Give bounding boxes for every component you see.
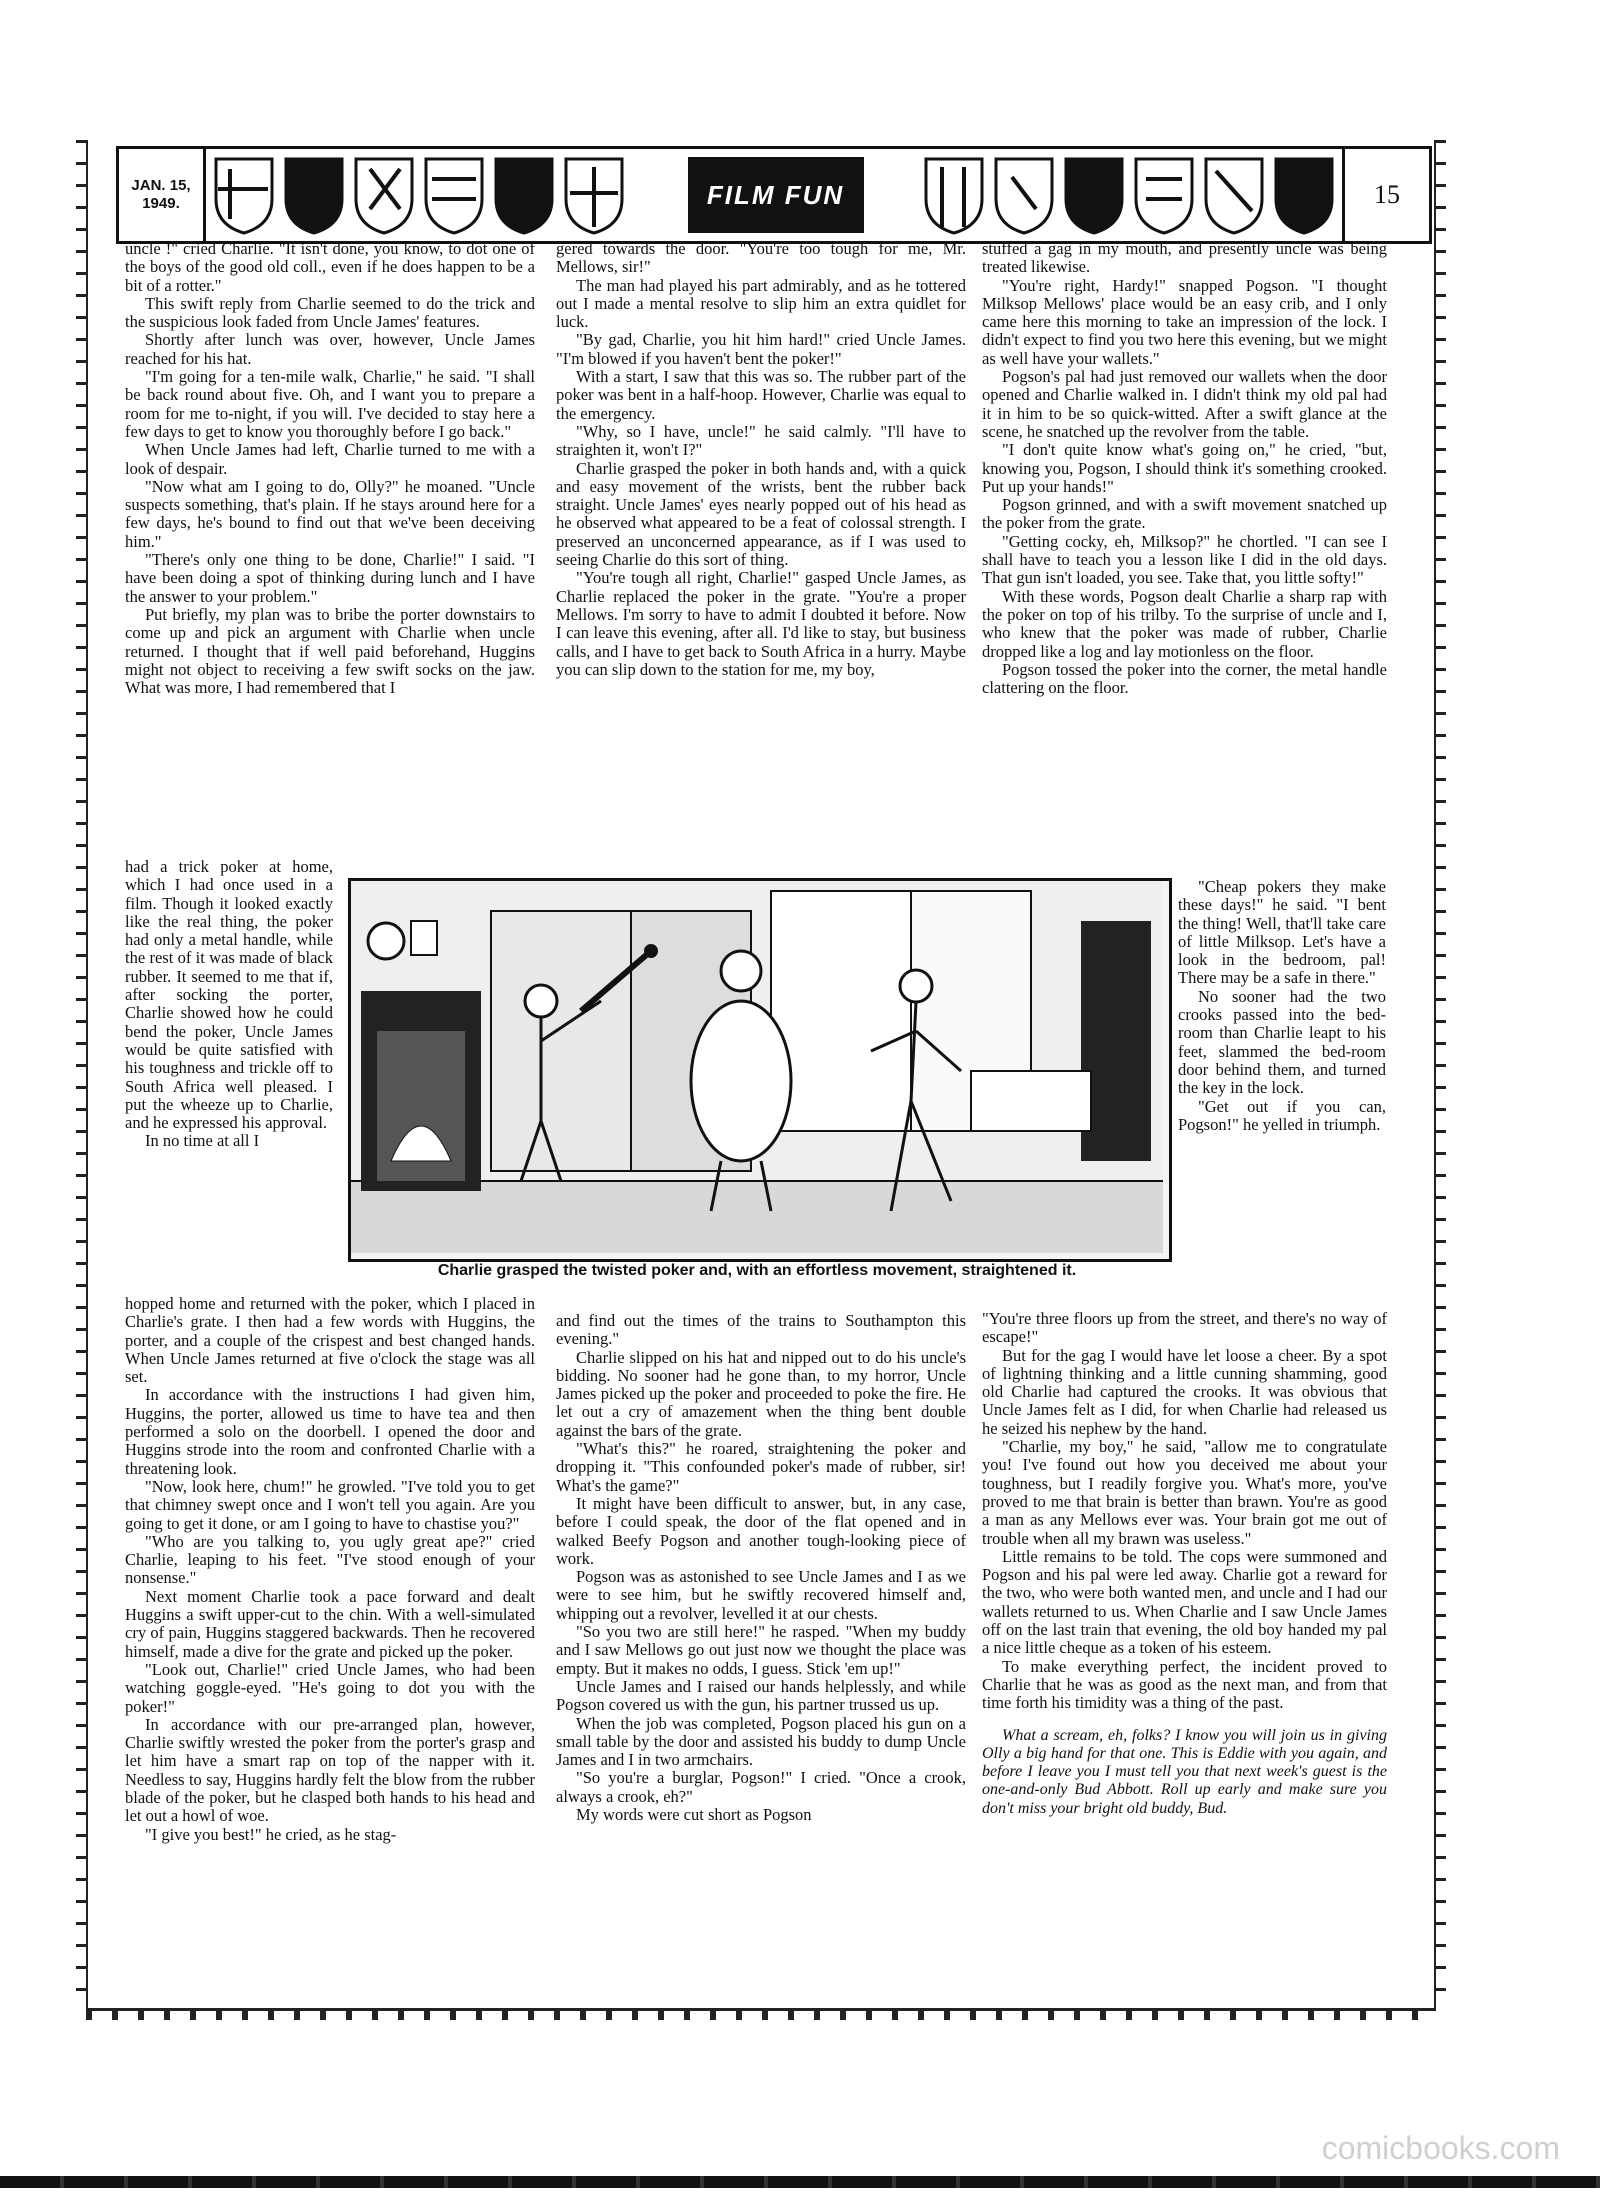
issue-date-line2: 1949.: [142, 195, 180, 212]
column-1-narrow: [125, 858, 333, 1151]
column-2-top: [556, 240, 966, 679]
paragraph: "Who are you talking to, you ugly great ape?" cried Charlie, leaping to his feet. "I've stood enough of your nonsense.": [125, 1531, 535, 1588]
closing-note: What a scream, eh, folks? I know you will join us in giving Olly a big hand for that one. This is Eddie with you again, and before I leave you I must tell you that next week's guest is the one-and-only Bud Abbott. Roll up early and make sure you don't miss your bright old buddy, Bud.: [982, 1726, 1387, 1817]
paragraph: "By gad, Charlie, you hit him hard!" cried Uncle James. "I'm blowed if you haven't bent the poker!": [556, 330, 966, 368]
paragraph: "I'm going for a ten-mile walk, Charlie," he said. "I shall be back round about five. Oh, and I want you to prepare a room for me to-night, if you will. I've decided to stay here a few days to get to know you thoroughly before I go back.": [125, 367, 535, 441]
paragraph: "So you two are still here!" he rasped. "When my buddy and I saw Mellows go out just now we thought the place was empty. But it makes no odds, I guess. Stick 'em up!": [556, 1622, 966, 1678]
flag-shields-banner: [203, 149, 1345, 241]
paragraph: "You're right, Hardy!" snapped Pogson. "I thought Milksop Mellows' place would be an easy crib, and I only came here this morning to take an impression of the lock. I didn't expect to find you two here this evening, but we might as well have your wallets.": [982, 275, 1387, 368]
logo-text: FILM FUN: [706, 179, 845, 210]
column-2-bottom: [556, 1312, 966, 1824]
paragraph: and find out the times of the trains to Southampton this evening.": [556, 1311, 966, 1349]
paragraph: In no time at all I: [145, 1131, 260, 1151]
paragraph: "Get out if you can, Pogson!" he yelled in triumph.: [1178, 1096, 1386, 1134]
paragraph: Shortly after lunch was over, however, Uncle James reached for his hat.: [125, 330, 535, 368]
paragraph: had a trick poker at home, which I had once used in a film. Though it looked exactly like the real thing, the poker had only a metal handle, while the rest of it was made of black rubber. It seemed to me that if, after socking the porter, Charlie showed how he could bend the poker, Uncle James would be quite satisfied with his toughness and trickle off to South Africa well pleased. I put the wheeze up to Charlie, and he expressed his approval.: [125, 857, 333, 1133]
paragraph: "You're three floors up from the street, and there's no way of escape!": [982, 1309, 1387, 1347]
paragraph: In accordance with our pre-arranged plan, however, Charlie swiftly wrested the poker from the porter's grasp and let him have a smart rap on top of the napper with it. Needless to say, Huggins hardly felt the blow from the rubber blade of the poker, but he clasped both hands to his head and let out a howl of woe.: [125, 1714, 535, 1826]
paragraph: This swift reply from Charlie seemed to do the trick and the suspicious look faded from Uncle James' features.: [125, 293, 535, 332]
scan-edge-bar: [0, 2176, 1600, 2188]
column-3-bottom: [982, 1310, 1387, 1818]
paragraph: Pogson tossed the poker into the corner, the metal handle clattering on the floor.: [982, 659, 1387, 698]
paragraph: "Now what am I going to do, Olly?" he moaned. "Uncle suspects something, that's plain. If he stays around here for a few days, he's bound to find out that we've been deceiving him.": [125, 476, 535, 551]
column-3-narrow: [1178, 878, 1386, 1134]
column-3-top: [982, 240, 1387, 697]
paragraph: Pogson grinned, and with a swift movement snatched up the poker from the grate.: [982, 495, 1387, 533]
paragraph: When Uncle James had left, Charlie turned to me with a look of despair.: [125, 440, 535, 478]
illustration-drawing-icon: [351, 881, 1163, 1253]
paragraph: "I don't quite know what's going on," he cried, "but, knowing you, Pogson, I should think it's something crooked. Put up your hands!": [982, 440, 1387, 496]
paragraph: Next moment Charlie took a pace forward and dealt Huggins a swift upper-cut to the chin. With a well-simulated cry of pain, Huggins staggered backwards. Then he recovered himself, made a dive for the grate and picked up the poker.: [125, 1586, 535, 1661]
bottom-ornament-rule: [86, 2010, 1436, 2020]
paragraph: But for the gag I would have let loose a cheer. By a spot of lightning thinking and a little cunning shamming, good old Charlie had captured the crooks. It was obvious that Uncle James felt as I did, for when Charlie had released us he seized his nephew by the hand.: [982, 1345, 1387, 1438]
paragraph: hopped home and returned with the poker, which I placed in Charlie's grate. I then had a few words with Huggins, the porter, and a couple of the crispest and best changed hands. When Uncle James returned at five o'clock the stage was all set.: [125, 1294, 535, 1387]
paragraph: My words were cut short as Pogson: [576, 1805, 812, 1825]
paragraph: Pogson's pal had just removed our wallets when the door opened and Charlie walked in. I didn't think my old pal had it in him to be so quick-witted. After a swift glance at the scene, he snatched up the revolver from the table.: [982, 367, 1387, 441]
paragraph: "Why, so I have, uncle!" he said calmly. "I'll have to straighten it, won't I?": [556, 421, 966, 460]
paragraph: "Look out, Charlie!" cried Uncle James, who had been watching goggle-eyed. "He's going to dot you with the poker!": [125, 1659, 535, 1716]
issue-date-line1: JAN. 15,: [131, 177, 191, 194]
site-watermark: comicbooks.com: [1321, 2130, 1560, 2166]
story-illustration: [348, 878, 1172, 1262]
paragraph: "There's only one thing to be done, Charlie!" I said. "I have been doing a spot of thinking during lunch and I have the answer to your problem.": [125, 550, 535, 606]
paragraph: "Cheap pokers they make these days!" he said. "I bent the thing! Well, that'll take care of little Milksop. Let's have a look in the bedroom, pal! There may be a safe in there.": [1178, 877, 1386, 988]
paragraph: To make everything perfect, the incident proved to Charlie that he was as good as the next man, and from that time forth his timidity was a thing of the past.: [982, 1656, 1387, 1713]
paragraph: Charlie slipped on his hat and nipped out to do his uncle's bidding. No sooner had he gone than, to my horror, Uncle James picked up the poker and proceeded to poke the fire. He let out a cry of amazement when the thing bent double against the bars of the grate.: [556, 1347, 966, 1440]
paragraph: The man had played his part admirably, and as he tottered out I made a mental resolve to slip him an extra quidlet for luck.: [556, 275, 966, 332]
column-1-top: [125, 240, 535, 697]
illustration-caption: Charlie grasped the twisted poker and, with an effortless movement, straightened it.: [437, 1262, 1077, 1279]
paragraph: "I give you best!" he cried, as he stag-: [145, 1824, 397, 1844]
paragraph: "Charlie, my boy," he said, "allow me to congratulate you! I've found out how you deceived me about your toughness, but I readily forgive you. What's more, you've proved to me that brain is better than brawn. You're as good a man as any Mellows ever was. Your brain got me out of trouble when all my brawn was useless.": [982, 1437, 1387, 1548]
paragraph: Put briefly, my plan was to bribe the porter downstairs to come up and pick an argument with Charlie when uncle returned. I thought that if well paid beforehand, Huggins might not object to receiving a few swift socks on the jaw. What was more, I had remembered that I: [125, 604, 535, 698]
paragraph: When the job was completed, Pogson placed his gun on a small table by the door and assisted his buddy to dump Uncle James and I in two armchairs.: [556, 1713, 966, 1770]
paragraph: "You're tough all right, Charlie!" gasped Uncle James, as Charlie replaced the poker in the grate. "You're a proper Mellows. I'm sorry to have to admit I doubted it before. Now I can leave this evening, after all. I'd like to stay, but business calls, and I have to get back to South Africa in a hurry. Maybe you can slip down to the station for me, my boy,: [556, 568, 966, 679]
paragraph: With a start, I saw that this was so. The rubber part of the poker was bent in a half-hoop. However, Charlie was equal to the emergency.: [556, 367, 966, 423]
paragraph: uncle !" cried Charlie. "It isn't done, you know, to dot one of the boys of the good old coll., even if he does happen to be a bit of a rotter.": [125, 239, 535, 295]
paragraph: "Now, look here, chum!" he growled. "I've told you to get that chimney swept once and I won't tell you again. Are you going to get it done, or am I going to have to chastise you?": [125, 1476, 535, 1533]
column-1-bottom: [125, 1295, 535, 1844]
page-number: 15: [1342, 149, 1429, 241]
paragraph: "So you're a burglar, Pogson!" I cried. "Once a crook, always a crook, eh?": [556, 1768, 966, 1806]
paragraph: No sooner had the two crooks passed into the bed-room than Charlie leapt to his feet, slammed the bed-room door behind them, and turned the key in the lock.: [1178, 986, 1386, 1098]
paragraph: gered towards the door. "You're too tough for me, Mr. Mellows, sir!": [556, 239, 966, 277]
paragraph: Little remains to be told. The cops were summoned and Pogson and his pal were led away. Charlie got a reward for the two, who were both wanted men, and uncle and I had our wallets returned to us. When Charlie and I saw Uncle James off on the last train that evening, the old boy handed my pal a nice little cheque as a token of his esteem.: [982, 1546, 1387, 1658]
paragraph: Uncle James and I raised our hands helplessly, and while Pogson covered us with the gun, his partner trussed us up.: [556, 1676, 966, 1715]
paragraph: With these words, Pogson dealt Charlie a sharp rap with the poker on top of his trilby. To the surprise of uncle and I, who knew that the poker was made of rubber, Charlie dropped like a log and lay motionless on the floor.: [982, 586, 1387, 661]
paragraph: Pogson was as astonished to see Uncle James and I as we were to see him, but he swiftly recovered himself and, whipping out a revolver, levelled it at our chests.: [556, 1567, 966, 1623]
paragraph: Charlie grasped the poker in both hands and, with a quick and easy movement of the wrists, bent the rubber back straight. Uncle James' eyes nearly popped out of his head as he observed what appeared to be a feat of colossal strength. I preserved an unconcerned appearance, as if I was used to seeing Charlie do this sort of thing.: [556, 458, 966, 570]
masthead: [116, 146, 1432, 244]
paragraph: "What's this?" he roared, straightening the poker and dropping it. "This confounded poker's made of rubber, sir! What's the game?": [556, 1439, 966, 1495]
film-fun-logo: [688, 157, 864, 233]
issue-date: [119, 149, 203, 241]
paragraph: In accordance with the instructions I had given him, Huggins, the porter, allowed us time to have tea and then performed a solo on the doorbell. I opened the door and Huggins strode into the room and confronted Charlie with a threatening look.: [125, 1385, 535, 1478]
paragraph: stuffed a gag in my mouth, and presently uncle was being treated likewise.: [982, 239, 1387, 277]
paragraph: It might have been difficult to answer, but, in any case, before I could speak, the door of the flat opened and in walked Beefy Pogson and another tough-looking piece of work.: [556, 1493, 966, 1568]
paragraph: "Getting cocky, eh, Milksop?" he chortled. "I can see I shall have to teach you a lesson like I did in the old days. That gun isn't loaded, you see. Take that, you little softy!": [982, 531, 1387, 588]
